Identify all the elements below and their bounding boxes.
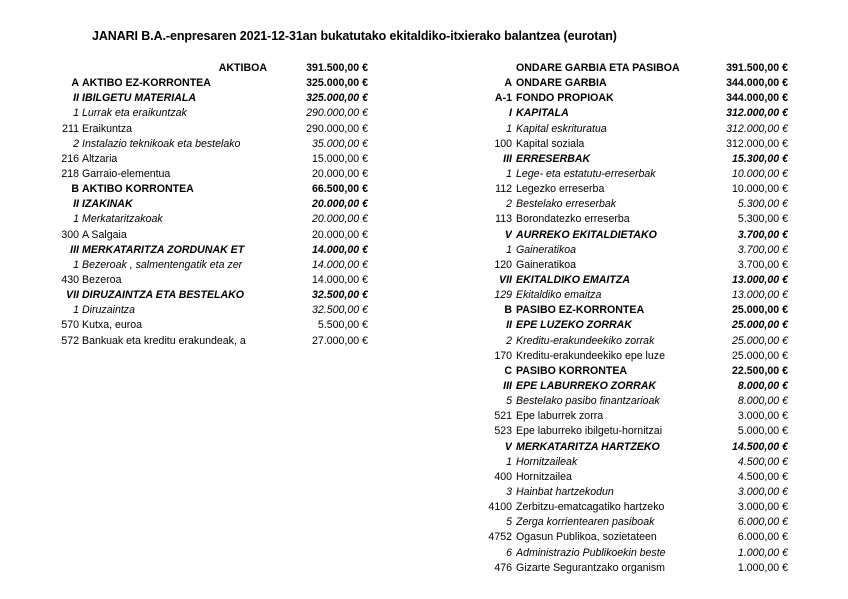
account-amount: 8.000,00 € [737,379,788,392]
account-label: Ogasun Publikoa, sozietateen [516,531,657,544]
account-amount: 290.000,00 € [306,107,368,120]
right-balance-row [486,485,790,500]
account-label: Gaineratikoa [516,258,577,271]
account-label: Bestelako erreserbak [516,198,617,211]
right-balance-row [486,500,790,515]
document-title: JANARI B.A.-enpresaren 2021-12-31an bukatutako ekitaldiko-itxierako balantzea (eurotan) [92,29,617,43]
account-label: PASIBO EZ-KORRONTEA [516,304,645,317]
account-code: 1 [73,107,79,120]
account-label: PASIBO KORRONTEA [516,364,628,377]
left-balance-row [58,273,370,288]
account-amount: 3.700,00 € [737,228,788,241]
account-amount: 312.000,00 € [726,107,788,120]
account-label: AURREKO EKITALDIETAKO [516,228,657,241]
account-code: III [503,152,512,165]
account-amount: 5.300,00 € [737,198,788,211]
right-balance-row [486,197,790,212]
left-balance-row [58,91,370,106]
account-label: AKTIBO EZ-KORRONTEA [82,77,211,90]
account-amount: 4.500,00 € [737,470,788,483]
account-label: Diruzaintza [82,304,135,317]
account-amount: 10.000,00 € [732,183,788,196]
account-amount: 20.000,00 € [312,213,368,226]
right-balance-row [486,182,790,197]
account-code: V [504,228,512,241]
right-balance-row [486,440,790,455]
account-amount: 25.000,00 € [732,349,788,362]
account-amount: 15.000,00 € [312,152,368,165]
account-amount: 27.000,00 € [312,334,368,347]
account-code: 1 [506,122,512,135]
account-amount: 6.000,00 € [737,531,788,544]
account-label: Kreditu-erakundeekiko epe luze [516,349,665,362]
account-code: A-1 [494,92,512,105]
account-label: ERRESERBAK [516,152,591,165]
account-amount: 391.500,00 € [306,62,368,74]
account-code: C [504,364,512,377]
account-amount: 25.000,00 € [732,304,788,317]
account-label: Legezko erreserba [516,183,605,196]
account-code: 5 [506,516,512,529]
account-amount: 20.000,00 € [312,228,368,241]
account-code: 570 [61,319,79,332]
account-code: III [70,243,79,256]
account-amount: 344.000,00 € [726,92,788,105]
account-amount: 32.500,00 € [312,304,368,317]
right-balance-row [486,424,790,439]
account-label: Administrazio Publikoekin beste [516,546,666,559]
account-label: Hornitzaileak [516,455,578,468]
account-label: Gizarte Segurantzako organism [516,561,665,574]
account-code: 4100 [488,501,512,514]
account-code: B [504,304,512,317]
account-label: EPE LUZEKO ZORRAK [516,319,632,332]
account-label: Garraio-elementua [82,167,171,180]
right-balance-row [486,303,790,318]
account-code: 100 [494,137,512,150]
left-balance-row [58,167,370,182]
account-amount: 391.500,00 € [726,62,788,74]
account-code: 6 [506,546,512,559]
account-amount: 22.500,00 € [732,364,788,377]
account-label: Kutxa, euroa [82,319,143,332]
account-code: 2 [73,137,79,150]
account-label: AKTIBOA [218,62,267,74]
left-balance-row [58,122,370,137]
account-code: 129 [494,289,512,302]
account-amount: 32.500,00 € [312,289,368,302]
right-balance-row [486,394,790,409]
account-amount: 4.500,00 € [737,455,788,468]
right-balance-row [486,167,790,182]
account-code: 572 [61,334,79,347]
left-balance-row [58,76,370,91]
account-code: II [73,198,79,211]
account-label: Gaineratikoa [516,243,577,256]
account-label: EPE LABURREKO ZORRAK [516,379,657,392]
account-amount: 25.000,00 € [732,334,788,347]
right-balance-row [486,455,790,470]
account-amount: 312.000,00 € [726,137,788,150]
right-balance-row [486,61,790,76]
left-balance-row [58,106,370,121]
account-code: VII [499,273,512,286]
account-label: Epe laburreko ibilgetu-hornitzai [516,425,663,438]
account-label: Altzaria [82,152,118,165]
left-balance-row [58,258,370,273]
account-code: 1 [73,304,79,317]
account-label: Ekitaldiko emaitza [516,289,602,302]
account-code: 1 [506,243,512,256]
right-balance-row [486,258,790,273]
account-amount: 3.700,00 € [737,243,788,256]
right-balance-row [486,530,790,545]
account-label: DIRUZAINTZA ETA BESTELAKO [82,289,245,302]
right-balance-row [486,91,790,106]
account-code: V [504,440,512,453]
left-balance-row [58,61,370,76]
account-label: A Salgaia [82,228,127,241]
account-amount: 13.000,00 € [732,289,788,302]
right-balance-row [486,318,790,333]
right-balance-row [486,243,790,258]
account-label: Lege- eta estatutu-erreserbak [516,167,656,180]
account-label: Lurrak eta eraikuntzak [82,107,187,120]
right-balance-row [486,561,790,576]
account-label: Bezeroak , salmentengatik eta zer [82,258,243,271]
account-amount: 3.000,00 € [737,410,788,423]
account-amount: 14.000,00 € [312,243,368,256]
account-amount: 20.000,00 € [312,167,368,180]
account-code: III [503,379,512,392]
liabilities-column [486,61,790,576]
account-code: 1 [506,455,512,468]
right-balance-row [486,334,790,349]
right-balance-row [486,106,790,121]
left-balance-row [58,303,370,318]
account-code: 1 [506,167,512,180]
account-amount: 8.000,00 € [737,395,788,408]
account-label: IZAKINAK [82,198,133,211]
account-label: Merkataritzakoak [82,213,163,226]
account-amount: 13.000,00 € [732,273,788,286]
account-amount: 14.000,00 € [312,258,368,271]
right-balance-row [486,228,790,243]
account-label: Kapital eskrituratua [516,122,607,135]
account-code: 300 [61,228,79,241]
account-label: Eraikuntza [82,122,133,135]
right-balance-row [486,379,790,394]
account-amount: 325.000,00 € [306,92,368,105]
account-code: 218 [61,167,79,180]
account-label: Bankuak eta kreditu erakundeak, a [82,334,246,347]
account-code: A [504,77,512,90]
account-amount: 25.000,00 € [732,319,788,332]
account-amount: 3.700,00 € [737,258,788,271]
account-code: 112 [495,183,512,196]
account-code: 1 [73,258,79,271]
account-label: Bestelako pasibo finantzarioak [516,395,660,408]
account-label: Kreditu-erakundeekiko zorrak [516,334,655,347]
account-amount: 1.000,00 € [737,546,788,559]
left-balance-row [58,243,370,258]
account-label: Hainbat hartzekodun [516,485,614,498]
left-balance-row [58,228,370,243]
account-code: 476 [494,561,512,574]
account-code: 5 [506,395,512,408]
account-amount: 66.500,00 € [312,183,368,196]
left-balance-row [58,318,370,333]
account-label: Kapital soziala [516,137,585,150]
account-amount: 344.000,00 € [726,77,788,90]
account-amount: 325.000,00 € [306,77,368,90]
account-code: 4752 [488,531,512,544]
account-label: Hornitzailea [516,470,572,483]
right-balance-row [486,364,790,379]
left-balance-row [58,182,370,197]
account-amount: 20.000,00 € [312,198,368,211]
account-amount: 14.500,00 € [732,440,788,453]
account-code: VII [66,289,79,302]
account-amount: 3.000,00 € [737,501,788,514]
account-amount: 290.000,00 € [306,122,368,135]
account-label: Epe laburrek zorra [516,410,604,423]
account-amount: 6.000,00 € [737,516,788,529]
account-code: 216 [61,152,79,165]
account-amount: 5.000,00 € [737,425,788,438]
account-label: KAPITALA [516,107,569,120]
right-balance-row [486,137,790,152]
left-balance-row [58,197,370,212]
account-code: 2 [506,334,512,347]
account-amount: 15.300,00 € [732,152,788,165]
right-balance-row [486,546,790,561]
account-code: 400 [494,470,512,483]
account-code: II [73,92,79,105]
account-label: MERKATARITZA ZORDUNAK ET [82,243,245,256]
account-label: Instalazio teknikoak eta bestelako [82,137,241,150]
account-amount: 14.000,00 € [312,273,368,286]
right-balance-row [486,349,790,364]
account-label: Bezeroa [82,273,122,286]
right-balance-row [486,76,790,91]
left-balance-row [58,152,370,167]
account-code: 3 [506,485,512,498]
account-amount: 5.500,00 € [317,319,368,332]
account-label: AKTIBO KORRONTEA [82,183,194,196]
account-code: 120 [494,258,512,271]
left-balance-row [58,288,370,303]
left-balance-row [58,334,370,349]
account-amount: 1.000,00 € [737,561,788,574]
account-code: 211 [62,122,79,135]
account-label: Borondatezko erreserba [516,213,630,226]
account-code: 170 [494,349,512,362]
account-code: 113 [495,213,512,226]
account-code: A [71,77,79,90]
left-balance-row [58,212,370,227]
account-code: 1 [73,213,79,226]
account-amount: 3.000,00 € [737,485,788,498]
account-label: MERKATARITZA HARTZEKO [516,440,660,453]
assets-column [58,61,370,349]
right-balance-row [486,288,790,303]
account-label: ONDARE GARBIA ETA PASIBOA [516,62,680,74]
account-amount: 312.000,00 € [726,122,788,135]
account-label: FONDO PROPIOAK [516,92,614,105]
account-code: 523 [494,425,512,438]
left-balance-row [58,137,370,152]
account-amount: 5.300,00 € [737,213,788,226]
account-code: 521 [494,410,512,423]
right-balance-row [486,273,790,288]
account-code: II [506,319,512,332]
right-balance-row [486,470,790,485]
right-balance-row [486,122,790,137]
right-balance-row [486,515,790,530]
account-code: 430 [61,273,79,286]
account-amount: 10.000,00 € [732,167,788,180]
account-label: ONDARE GARBIA [516,77,607,90]
account-amount: 35.000,00 € [312,137,368,150]
account-label: EKITALDIKO EMAITZA [516,273,630,286]
account-label: Zerga korrientearen pasiboak [516,516,655,529]
account-code: 2 [506,198,512,211]
account-code: B [71,183,79,196]
right-balance-row [486,409,790,424]
account-label: IBILGETU MATERIALA [82,92,196,105]
right-balance-row [486,212,790,227]
account-label: Zerbitzu-ematcagatiko hartzeko [516,501,665,514]
right-balance-row [486,152,790,167]
account-code: I [509,107,512,120]
